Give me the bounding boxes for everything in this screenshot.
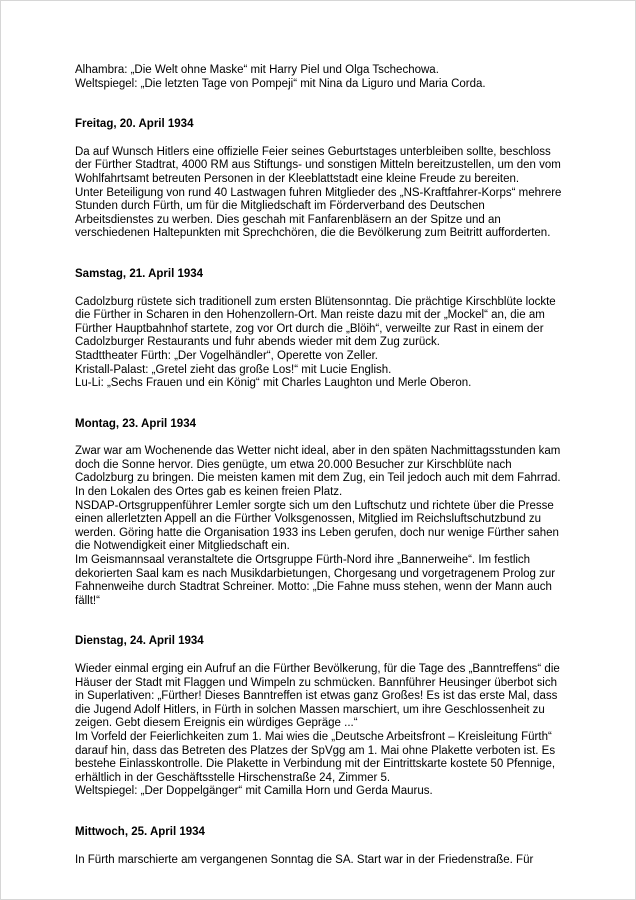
paragraph: In Fürth marschierte am vergangenen Sonntag die SA. Start war in der Friedenstraße. Für xyxy=(75,853,534,866)
paragraph: Im Geismannsaal veranstaltete die Ortsgruppe Fürth-Nord ihre „Bannerweihe“. Im festlich dekorierten Saal kam es nach Musikdarbietungen, Chorgesang und vorgetragenem Prolog zur Fahnenweihe durch Stadtrat Schreiner. Motto: „Die Fahne muss stehen, wenn der Mann auch fällt!“ xyxy=(75,554,556,607)
paragraph: Kristall-Palast: „Gretel zieht das große Los!“ mit Lucie English. xyxy=(75,363,392,376)
date-heading: Dienstag, 24. April 1934 xyxy=(75,635,204,648)
intro-line: Weltspiegel: „Die letzten Tage von Pompeji“ mit Nina da Liguro und Maria Corda. xyxy=(75,77,486,90)
paragraph: Da auf Wunsch Hitlers eine offizielle Feier seines Geburtstages unterbleiben sollte, beschloss der Fürther Stadtrat, 4000 RM aus Stiftungs- und sonstigen Mitteln bereitzustellen, um den vom Wohlfahrtsamt betreuten Personen in der Kleeblattstadt eine kleine Freude zu bereiten. xyxy=(75,145,561,185)
paragraph: Wieder einmal erging ein Aufruf an die Fürther Bevölkerung, für die Tage des „Banntreffens“ die Häuser der Stadt mit Flaggen und Wimpeln zu schmücken. Bannführer Heusinger überbot sich in Superlativen: „Fürther! Dieses Banntreffen ist etwas ganz Großes! Es ist das erste Mal, dass die Jugend Adolf Hitlers, in Fürth in solchen Massen marschiert, um ihre Geschlossenheit zu zeigen. Gebt diesem Ereignis ein würdiges Gepräge ...“ xyxy=(75,663,560,730)
date-heading: Mittwoch, 25. April 1934 xyxy=(75,825,205,838)
paragraph: Weltspiegel: „Der Doppelgänger“ mit Camilla Horn und Gerda Maurus. xyxy=(75,785,433,798)
paragraph: Im Vorfeld der Feierlichkeiten zum 1. Mai wies die „Deutsche Arbeitsfront – Kreisleitung Fürth“ darauf hin, dass das Betreten des Platzes der SpVgg am 1. Mai ohne Plakette verboten ist. Es bestehe Einlasskontrolle. Die Plakette in Verbindung mit der Eintrittskarte kostete 50 Pfennige, erhältlich in der Geschäftsstelle Hirschenstraße 24, Zimmer 5. xyxy=(75,730,556,784)
paragraph: Cadolzburg rüstete sich traditionell zum ersten Blütensonntag. Die prächtige Kirschblüte lockte die Fürther in Scharen in den Hohenzollern-Ort. Man reiste dazu mit der „Mockel“ an, die am Fürther Hauptbahnhof startete, zog vor Ort durch die „Blöih“, verweilte zur Rast in einem der Cadolzburger Restaurants und fuhr abends wieder mit dem Zug zurück. xyxy=(75,295,556,349)
paragraph: Unter Beteiligung von rund 40 Lastwagen fuhren Mitglieder des „NS-Kraftfahrer-Korps“ mehrere Stunden durch Fürth, um für die Mitgliedschaft im Förderverband des Deutschen Arbeitsdienstes zu werben. Dies geschah mit Fanfarenbläsern an der Spitze und an verschiedenen Haltepunkten mit Sprechchören, die die Bevölkerung zum Beitritt aufforderten. xyxy=(75,186,562,240)
date-heading: Montag, 23. April 1934 xyxy=(75,417,196,430)
paragraph: NSDAP-Ortsgruppenführer Lemler sorgte sich um den Luftschutz und richtete über die Presse einen allerletzten Appell an die Fürther Volksgenossen, Mitglied im Reichsluftschutzbund zu werden. Göring hatte die Organisation 1933 ins Leben gerufen, doch nur wenige Fürther sahen die Notwendigkeit einer Mitgliedschaft ein. xyxy=(75,499,559,553)
document-content xyxy=(75,64,563,867)
paragraph: Stadttheater Fürth: „Der Vogelhändler“, Operette von Zeller. xyxy=(75,349,378,362)
date-heading: Freitag, 20. April 1934 xyxy=(75,118,194,131)
paragraph: Lu-Li: „Sechs Frauen und ein König“ mit Charles Laughton und Merle Oberon. xyxy=(75,377,472,390)
date-heading: Samstag, 21. April 1934 xyxy=(75,267,204,280)
intro-line: Alhambra: „Die Welt ohne Maske“ mit Harry Piel und Olga Tschechowa. xyxy=(75,64,439,76)
paragraph: Zwar war am Wochenende das Wetter nicht ideal, aber in den späten Nachmittagsstunden kam doch die Sonne hervor. Dies genügte, um etwa 20.000 Besucher zur Kirschblüte nach Cadolzburg zu bringen. Die meisten kamen mit dem Zug, ein Teil jedoch auch mit dem Fahrrad. In den Lokalen des Ortes gab es keinen freien Platz. xyxy=(75,445,561,499)
